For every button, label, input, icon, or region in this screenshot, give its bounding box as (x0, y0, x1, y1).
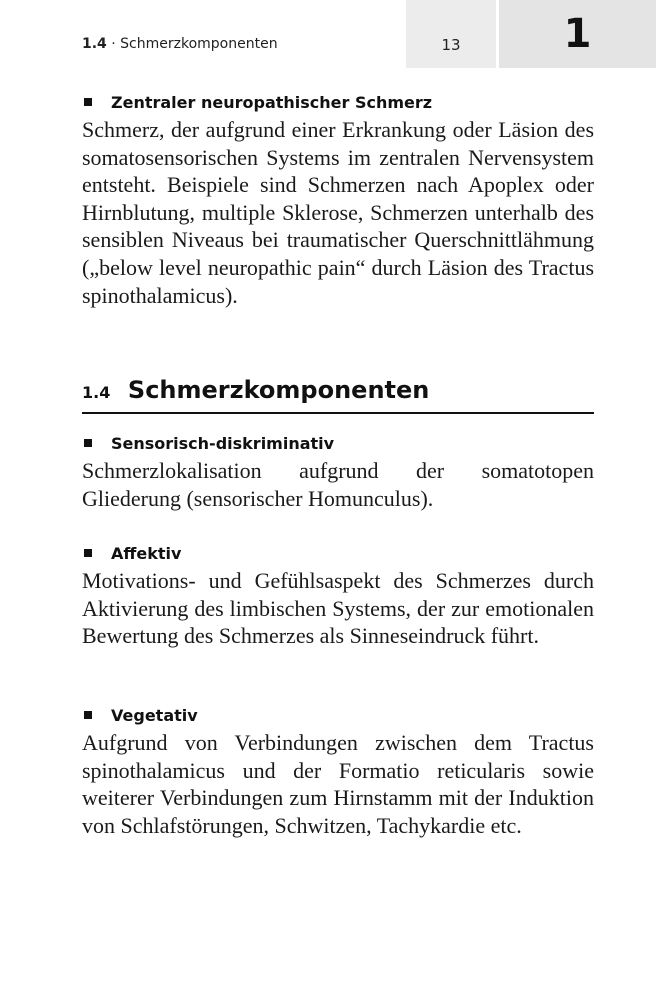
entry-sensory-discriminative (82, 432, 594, 512)
entry-text: Schmerzlokalisation aufgrund der somatotopen Gliederung (sensorischer Homunculus). (82, 458, 594, 511)
square-bullet-icon (84, 439, 92, 447)
square-bullet-icon (84, 98, 92, 106)
page-number-box (406, 0, 496, 68)
square-bullet-icon (84, 711, 92, 719)
entry-heading (82, 704, 594, 726)
entry-central-neuropathic-pain (82, 91, 594, 309)
section-number: 1.4 (82, 383, 111, 402)
entry-heading (82, 542, 594, 564)
entry-heading (82, 432, 594, 454)
entry-text: Schmerz, der aufgrund einer Erkrankung oder Läsion des somatosensorischen Systems im zentralen Nervensystem entsteht. Beispiele sind Schmerzen nach Apoplex oder Hirnblutung, multiple Sklerose, Schmerzen unterhalb des sensiblen Niveaus bei traumatischer Querschnittlähmung („below level neuropathic pain“ durch Läsion des Tractus spinothalamicus). (82, 117, 594, 308)
running-header-section-number: 1.4 (82, 36, 107, 52)
entry-vegetative (82, 704, 594, 839)
entry-title: Affektiv (111, 543, 182, 563)
running-header-title (82, 36, 278, 52)
entry-title: Sensorisch-diskriminativ (111, 433, 335, 453)
entry-title: Vegetativ (111, 705, 198, 725)
entry-text: Motivations- und Gefühlsaspekt des Schmerzes durch Aktivierung des limbischen Systems, der zur emotionalen Bewertung des Schmerzes als Sinneseindruck führt. (82, 568, 594, 649)
entry-heading (82, 91, 594, 113)
page-number: 13 (441, 36, 461, 54)
entry-text: Aufgrund von Verbindungen zwischen dem Tractus spinothalamicus und der Formatio reticularis sowie weiterer Verbindungen zum Hirnstamm mit der Induktion von Schlafstörungen, Schwitzen, Tachykardie etc. (82, 730, 594, 838)
entry-affective (82, 542, 594, 650)
running-header-separator: · (111, 36, 116, 52)
chapter-number: 1 (563, 11, 592, 57)
square-bullet-icon (84, 549, 92, 557)
section-heading (82, 376, 594, 414)
running-header-section-title: Schmerzkomponenten (120, 36, 278, 52)
section-title: Schmerzkomponenten (127, 376, 430, 404)
entry-title: Zentraler neuropathischer Schmerz (111, 92, 433, 112)
